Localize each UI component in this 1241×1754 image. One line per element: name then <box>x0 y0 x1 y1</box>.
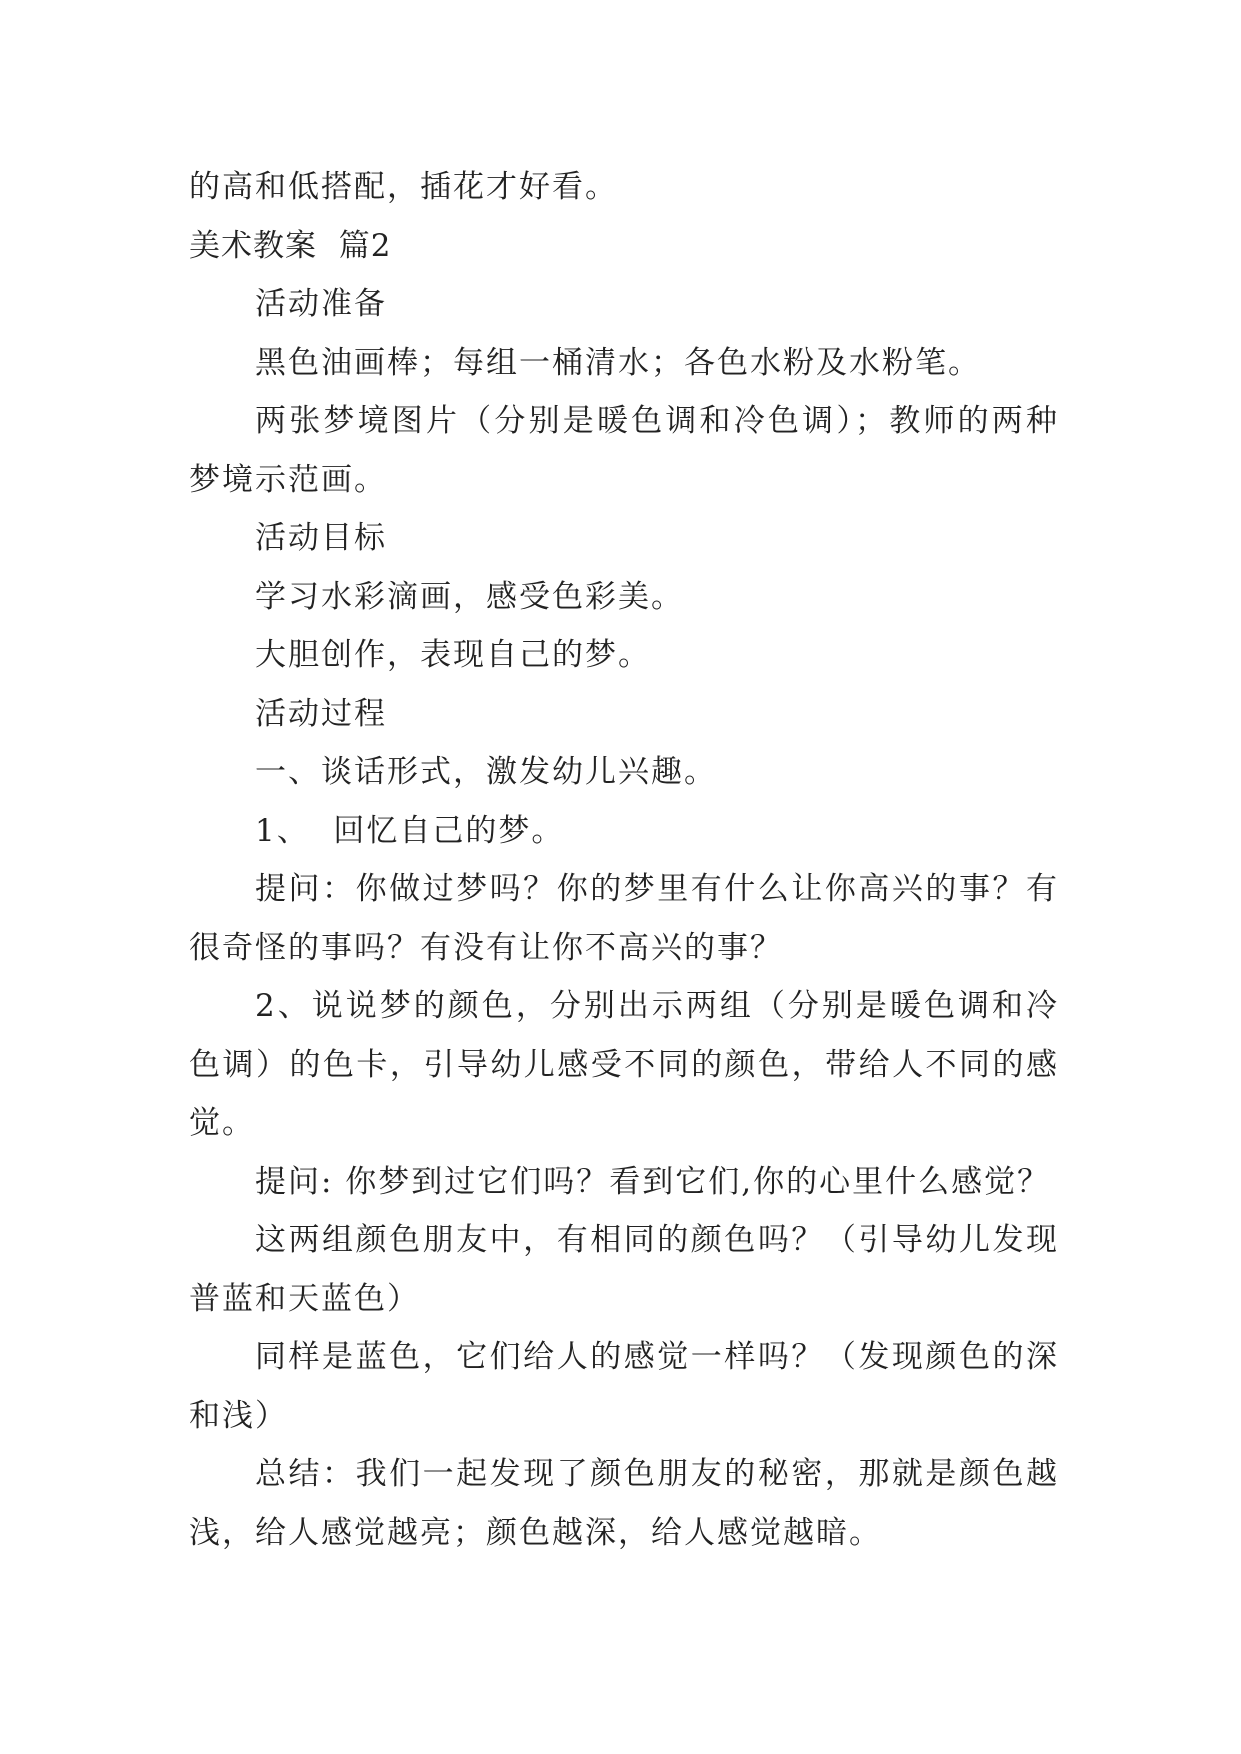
paragraph: 提问: 你梦到过它们吗？看到它们,你的心里什么感觉？ <box>255 1163 1051 1200</box>
paragraph: 2、说说梦的颜色，分别出示两组（分别是暖色调和冷色调）的色卡，引导幼儿感受不同的颜色，带给人不同的感觉。 <box>189 988 1059 1141</box>
paragraph: 1、 回忆自己的梦。 <box>255 812 565 849</box>
document-body <box>189 158 1059 1562</box>
paragraph: 同样是蓝色，它们给人的感觉一样吗？（发现颜色的深和浅） <box>189 1339 1059 1434</box>
paragraph: 大胆创作，表现自己的梦。 <box>255 637 651 673</box>
paragraph: 学习水彩滴画，感受色彩美。 <box>255 578 684 615</box>
paragraph: 这两组颜色朋友中，有相同的颜色吗？（引导幼儿发现普蓝和天蓝色） <box>189 1222 1059 1317</box>
paragraph: 一、谈话形式，激发幼儿兴趣。 <box>255 754 717 790</box>
section-title: 美术教案 篇2 <box>189 227 392 264</box>
subheading-process: 活动过程 <box>255 695 387 732</box>
subheading-objectives: 活动目标 <box>255 520 387 556</box>
paragraph: 黑色油画棒；每组一桶清水；各色水粉及水粉笔。 <box>255 344 981 381</box>
paragraph-continuation: 的高和低搭配，插花才好看。 <box>189 169 618 205</box>
subheading-preparation: 活动准备 <box>255 286 387 322</box>
paragraph: 提问：你做过梦吗？你的梦里有什么让你高兴的事？有很奇怪的事吗？有没有让你不高兴的事？ <box>189 871 1059 966</box>
paragraph: 总结：我们一起发现了颜色朋友的秘密，那就是颜色越浅，给人感觉越亮；颜色越深，给人感觉越暗。 <box>189 1456 1059 1551</box>
paragraph: 两张梦境图片（分别是暖色调和冷色调）；教师的两种梦境示范画。 <box>189 403 1059 498</box>
